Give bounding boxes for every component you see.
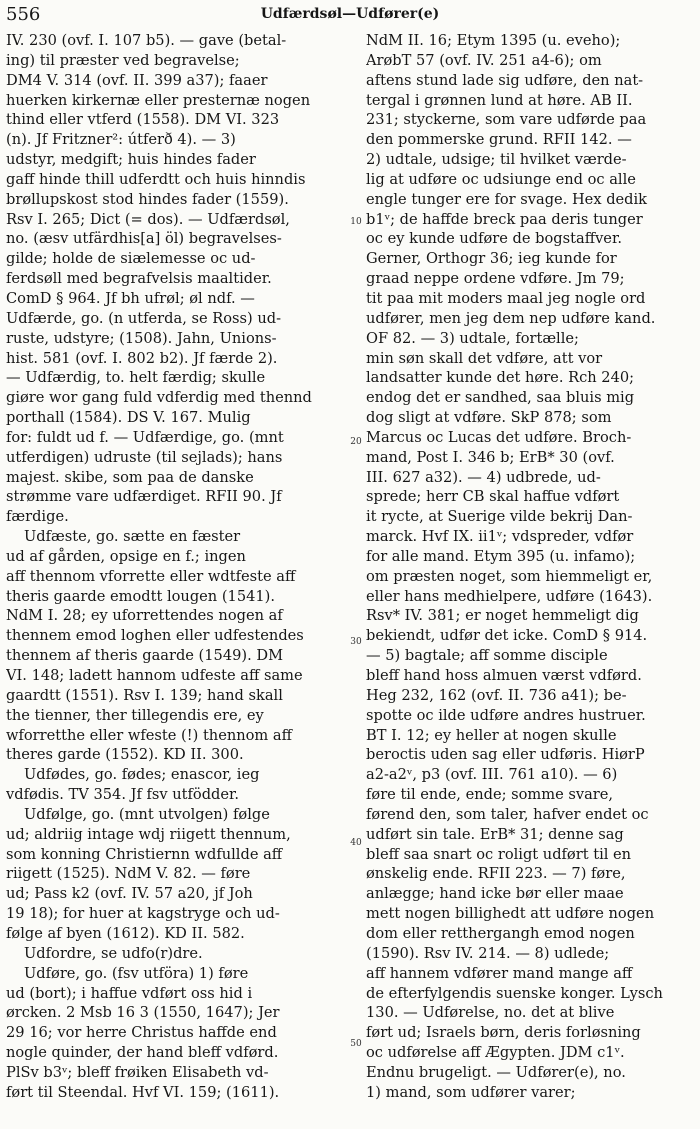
text-line: de efterfylgendis suenske konger. Lysch [366,984,663,1002]
text-line: færdige. [6,508,69,526]
text-line: ført ud; Israels børn, deris forløsning [366,1024,641,1042]
text-line: endog det er sandhed, saa bluis mig [366,389,635,407]
text-line: Gerner, Orthogr 36; ieg kunde for [366,250,617,268]
text-line: ing) til præster ved begravelse; [6,51,240,69]
text-line: no. (æsv utfärdhis[a] öl) begravelses- [6,230,282,248]
text-line: ferdsøll med begrafvelsis maaltider. [6,270,272,288]
text-line: a2-a2ᵛ, p3 (ovf. III. 761 a10). — 6) [366,766,618,784]
text-line: thind eller vtferd (1558). DM VI. 323 [6,111,280,129]
running-head: Udfærdsøl—Udfører(e) [260,6,440,22]
text-line: oc ey kunde udføre de bogstaffver. [366,230,622,248]
text-line: graad neppe ordene vdføre. Jm 79; [366,270,625,288]
text-line: bleff hand hoss almuen værst vdførd. [366,667,642,684]
text-line: den pommerske grund. RFII 142. — [366,131,632,149]
text-line: Udfærde, go. (n utferda, se Ross) ud- [6,309,281,327]
text-line: 231; styckerne, som vare udførde paa [366,111,647,129]
line-marker: 40 [350,838,362,848]
text-line: ud af gården, opsige en f.; ingen [6,547,246,565]
text-line: marck. Hvf IX. ii1ᵛ; vdspreder, vdfør [366,528,634,546]
text-line: Udføre, go. (fsv utföra) 1) føre [24,964,249,982]
text-line: ArøbT 57 (ovf. IV. 251 a4-6); om [366,51,602,69]
text-line: strømme vare udfærdiget. RFII 90. Jf [6,488,282,506]
text-line: b1ᵛ; de haffde breck paa deris tunger [366,210,643,228]
text-line: ørcken. 2 Msb 16 3 (1550, 1647); Jer [6,1004,280,1022]
page-header [6,4,694,28]
text-line: lig at udføre oc udsiunge end oc alle [366,170,636,188]
text-line: Udfordre, se udfo(r)dre. [24,944,203,962]
text-line: BT I. 12; ey heller at nogen skulle [366,726,617,744]
text-line: wforretthe eller wfeste (!) thennom aff [6,726,292,744]
text-line: ud; Pass k2 (ovf. IV. 57 a20, jf Joh [6,885,253,903]
text-line: Rsv I. 265; Dict (= dos). — Udfærdsøl, [6,210,290,228]
text-line: ComD § 964. Jf bh ufrøl; øl ndf. — [6,289,255,307]
text-line: tit paa mit moders maal jeg nogle ord [366,289,646,307]
text-line: 1) mand, som udfører varer; [366,1083,576,1101]
text-line: brøllupskost stod hindes fader (1559). [6,190,289,208]
text-line: følge af byen (1612). KD II. 582. [6,924,245,942]
text-line: NdM II. 16; Etym 1395 (u. eveho); [366,32,621,49]
text-line: 29 16; vor herre Christus haffde end [6,1024,277,1042]
text-line: dom eller retthergangh emod nogen [366,924,635,942]
text-line: udstyr, medgift; huis hindes fader [6,151,256,169]
text-line: mett nogen billighedt att udføre nogen [366,905,655,923]
text-line: the tienner, ther tillegendis ere, ey [6,706,264,724]
text-line: — 5) bagtale; aff somme disciple [366,647,608,665]
text-line: for alle mand. Etym 395 (u. infamo); [366,547,636,565]
text-line: III. 627 a32). — 4) udbrede, ud- [366,468,601,486]
text-line: 2) udtale, udsige; til hvilket værde- [366,151,627,169]
text-line: oc udførelse aff Ægypten. JDM c1ᵛ. [366,1044,625,1062]
right-column [366,31,692,1126]
line-marker: 10 [350,217,362,227]
text-line: Udfølge, go. (mnt utvolgen) følge [24,805,270,823]
text-line: bekiendt, udfør det icke. ComD § 914. [366,627,648,645]
text-line: sprede; herr CB skal haffue vdført [366,488,620,506]
text-line: min søn skall det vdføre, att vor [366,349,603,367]
text-line: ført til Steendal. Hvf VI. 159; (1611). [6,1083,280,1101]
text-line: majest. skibe, som paa de danske [6,468,254,486]
text-line: NdM I. 28; ey uforrettendes nogen af [6,607,283,625]
text-line: ruste, udstyre; (1508). Jahn, Unions- [6,329,277,347]
text-line: spotte oc ilde udføre andres hustruer. [366,706,646,724]
text-line: aff hannem vdfører mand mange aff [366,964,633,982]
text-line: nogle quinder, der hand bleff vdførd. [6,1044,279,1062]
text-line: Udfæste, go. sætte en fæster [24,528,241,546]
text-line: engle tunger ere for svage. Hex dedik [366,190,648,208]
text-line: it rycte, at Suerige vilde bekrij Dan- [366,508,633,526]
text-line: utferdigen) udruste (til sejlads); hans [6,448,283,466]
text-line: udført sin tale. ErB* 31; denne sag [366,825,624,843]
text-line: vdfødis. TV 354. Jf fsv utfödder. [6,786,240,804]
text-line: ud; aldriig intage wdj riigett thennum, [6,825,291,843]
text-line: giøre wor gang fuld vdferdig med thennd [6,389,312,407]
text-line: gilde; holde de siælemesse oc ud- [6,250,256,268]
text-line: (1590). Rsv IV. 214. — 8) udlede; [366,944,610,962]
text-line: gaardtt (1551). Rsv I. 139; hand skall [6,686,283,704]
text-line: beroctis uden sag eller udføris. HiørP [366,746,645,764]
text-line: om præsten noget, som hiemmeligt er, [366,567,653,585]
text-line: landsatter kunde det høre. Rch 240; [366,369,635,387]
text-line: gaff hinde thill udferdtt och huis hinndis [6,170,306,188]
text-line: theris gaarde emodtt lougen (1541). [6,587,276,605]
text-line: som konning Christiernn wdfullde aff [6,845,283,863]
text-line: riigett (1525). NdM V. 82. — føre [6,865,251,883]
line-marker: 50 [350,1039,362,1049]
line-marker: 30 [350,637,362,647]
text-line: OF 82. — 3) udtale, fortælle; [366,329,579,347]
text-line: VI. 148; ladett hannom udfeste aff same [6,667,303,684]
text-line: dog sligt at vdføre. SkP 878; som [366,409,612,427]
text-line: PlSv b3ᵛ; bleff frøiken Elisabeth vd- [6,1063,269,1081]
text-line: Heg 232, 162 (ovf. II. 736 a41); be- [366,686,627,704]
text-line: — Udfærdig, to. helt færdig; skulle [6,369,266,387]
text-line: føre til ende, ende; somme svare, [366,786,614,804]
text-line: Rsv* IV. 381; er noget hemmeligt dig [366,607,639,625]
text-line: aftens stund lade sig udføre, den nat- [366,71,644,89]
text-line: ønskelig ende. RFII 223. — 7) føre, [366,865,626,883]
text-line: mand, Post I. 346 b; ErB* 30 (ovf. [366,448,615,466]
text-line: førend den, som taler, hafver endet oc [366,805,649,823]
text-line: IV. 230 (ovf. I. 107 b5). — gave (betal- [6,32,287,49]
text-line: tergal i grønnen lund at høre. AB II. [366,91,633,109]
left-column [6,31,344,1126]
text-line: (n). Jf Fritzner²: útferð 4). — 3) [6,131,236,149]
text-line: 130. — Udførelse, no. det at blive [366,1004,615,1022]
text-line: huerken kirkernæ eller presternæ nogen [6,91,311,109]
text-line: Udfødes, go. fødes; enascor, ieg [24,766,260,784]
text-line: thennem emod loghen eller udfestendes [6,627,304,645]
text-line: eller hans medhielpere, udføre (1643). [366,587,653,605]
text-line: 19 18); for huer at kagstryge och ud- [6,905,280,923]
page-number: 556 [6,4,41,25]
text-line: aff thennom vforrette eller wdtfeste aff [6,567,296,585]
text-line: thennem af theris gaarde (1549). DM [6,647,284,665]
text-line: hist. 581 (ovf. I. 802 b2). Jf færde 2). [6,349,278,367]
text-line: ud (bort); i haffue vdført oss hid i [6,984,253,1002]
text-line: bleff saa snart oc roligt udført til en [366,845,632,863]
text-line: porthall (1584). DS V. 167. Mulig [6,409,251,427]
text-line: for: fuldt ud f. — Udfærdige, go. (mnt [6,428,284,446]
line-marker: 20 [350,437,362,447]
text-line: udfører, men jeg dem nep udføre kand. [366,309,656,327]
text-line: Marcus oc Lucas det udføre. Broch- [366,428,632,446]
text-line: theres garde (1552). KD II. 300. [6,746,244,764]
text-line: DM4 V. 314 (ovf. II. 399 a37); faaer [6,71,268,89]
text-line: anlægge; hand icke bør eller maae [366,885,624,903]
text-line: Endnu brugeligt. — Udfører(e), no. [366,1063,626,1081]
